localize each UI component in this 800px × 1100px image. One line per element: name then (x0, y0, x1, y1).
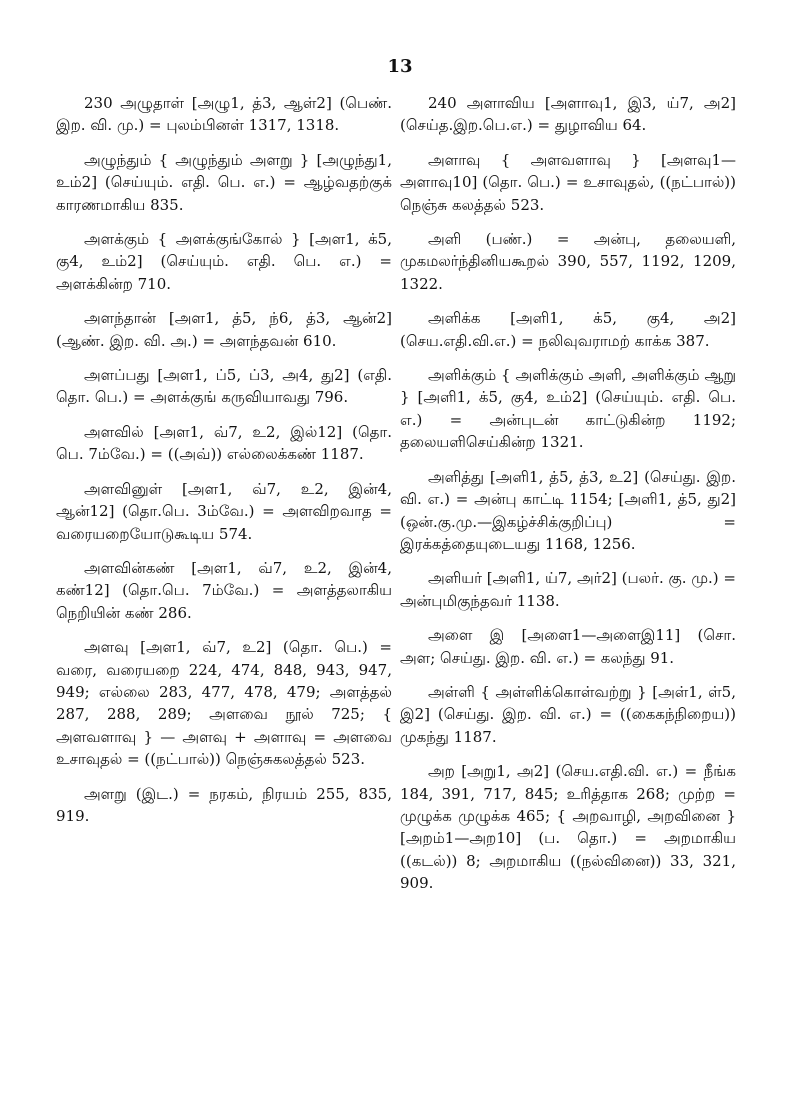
entry (56, 364, 392, 409)
entry (56, 92, 392, 137)
entry-text: அளிக்க [அளி1, க்5, கு4, அ2] (செய.எதி.வி.எ.) = நலிவுவராமற் காக்க 387. (400, 309, 736, 350)
entry-text: அழுந்தும் { அழுந்தும் அளறு } [அழுந்து1, உம்2] (செய்யும். எதி. பெ. எ.) = ஆழ்வதற்குக் காரணமாகிய 835. (56, 150, 392, 214)
entry-text: அளித்து [அளி1, த்5, த்3, உ2] (செய்து. இற. வி. எ.) = அன்பு காட்டி 1154; [அளி1, த்5, து2] (ஒன்.கு.மு.—இகழ்ச்சிக்குறிப்பு) = இரக்கத்தையுடையது 1168, 1256. (400, 467, 736, 553)
entry-text: அளாவு { அளவளாவு } [அளவு1—அளாவு10] (தொ. பெ.) = உசாவுதல், ((நட்பால்)) நெஞ்சு கலத்தல் 523. (400, 150, 736, 214)
entry (56, 307, 392, 352)
entry-text: 240 அளாவிய [அளாவு1, இ3, ய்7, அ2] (செய்த.இற.பெ.எ.) = துழாவிய 64. (400, 94, 736, 135)
right-column (400, 92, 736, 907)
entry (400, 466, 736, 556)
entry-text: அளறு (இட.) = நரகம், நிரயம் 255, 835, 919. (56, 784, 392, 825)
entry-text: அற [அறு1, அ2] (செய.எதி.வி. எ.) = நீங்க 184, 391, 717, 845; உரித்தாக 268; முற்ற = முழுக்க முழுக்க 465; { அறவாழி, அறவினை } [அறம்1—அற10] (ப. தொ.) = அறமாகிய ((கடல்)) 8; அறமாகிய ((நல்வினை)) 33, 321, 909. (400, 762, 736, 893)
entry (400, 364, 736, 454)
entry-text: அளியர் [அளி1, ய்7, அர்2] (பலர். கு. மு.) = அன்புமிகுந்தவர் 1138. (400, 569, 736, 610)
entry (56, 783, 392, 828)
entry (56, 557, 392, 624)
entry (400, 681, 736, 748)
entry-text: அளை இ [அளை1—அளைஇ11] (சொ. அள; செய்து. இற. வி. எ.) = கலந்து 91. (400, 626, 736, 667)
entry (400, 228, 736, 295)
entry-text: அள்ளி { அள்ளிக்கொள்வற்று } [அள்1, ள்5, இ2] (செய்து. இற. வி. எ.) = ((கைகந்நிறைய)) முகந்து 1187. (400, 682, 736, 746)
entry-text: அளவினுள் [அள1, வ்7, உ2, இன்4, ஆன்12] (தொ.பெ. 3ம்வே.) = அளவிறவாத = வரையறையோடுகூடிய 574. (56, 479, 392, 543)
entry-text: அளந்தான் [அள1, த்5, ந்6, த்3, ஆன்2] (ஆண். இற. வி. அ.) = அளந்தவன் 610. (56, 309, 392, 350)
entry-text: அளவில் [அள1, வ்7, உ2, இல்12] (தொ. பெ. 7ம்வே.) = ((அவ்)) எல்லைக்கண் 1187. (56, 422, 392, 464)
entry-text: 230 அழுதாள் [அழு1, த்3, ஆள்2] (பெண். இற. வி. மு.) = புலம்பினள் 1317, 1318. (56, 94, 392, 135)
entry-text: அளி (பண்.) = அன்பு, தலையளி, முகமலர்ந்தினியகூறல் 390, 557, 1192, 1209, 1322. (400, 230, 736, 293)
entry (56, 228, 392, 295)
entry (56, 478, 392, 545)
page-number: 13 (387, 56, 413, 77)
entry-text: அளப்பது [அள1, ப்5, ப்3, அ4, து2] (எதி. தொ. பெ.) = அளக்குங் கருவியாவது 796. (56, 366, 392, 407)
entry-text: அளிக்கும் { அளிக்கும் அளி, அளிக்கும் ஆறு } [அளி1, க்5, கு4, உம்2] (செய்யும். எதி. பெ. எ.) = அன்புடன் காட்டுகின்ற 1192; தலையளிசெய்கின்ற 1321. (400, 366, 736, 452)
entry-text: அளவு [அள1, வ்7, உ2] (தொ. பெ.) = வரை, வரையறை 224, 474, 848, 943, 947, 949; எல்லை 283, 477, 478, 479; அளத்தல் 287, 288, 289; அளவை நூல் 725; { அளவளாவு } — அளவு + அளாவு = அளவை உசாவுதல் = ((நட்பால்)) நெஞ்சுகலத்தல் 523. (56, 638, 392, 769)
entry (400, 307, 736, 352)
entry (56, 149, 392, 216)
entry (400, 760, 736, 894)
entry (400, 149, 736, 216)
entry-text: அளக்கும் { அளக்குங்கோல் } [அள1, க்5, கு4, உம்2] (செய்யும். எதி. பெ. எ.) = அளக்கின்ற 710. (56, 230, 392, 293)
entry (400, 92, 736, 137)
entry-text: அளவின்கண் [அள1, வ்7, உ2, இன்4, கண்12] (தொ.பெ. 7ம்வே.) = அளத்தலாகிய நெறியின் கண் 286. (56, 558, 392, 622)
entry (400, 624, 736, 669)
entry (400, 567, 736, 612)
entry (56, 636, 392, 770)
entry (56, 421, 392, 466)
left-column (56, 92, 392, 839)
